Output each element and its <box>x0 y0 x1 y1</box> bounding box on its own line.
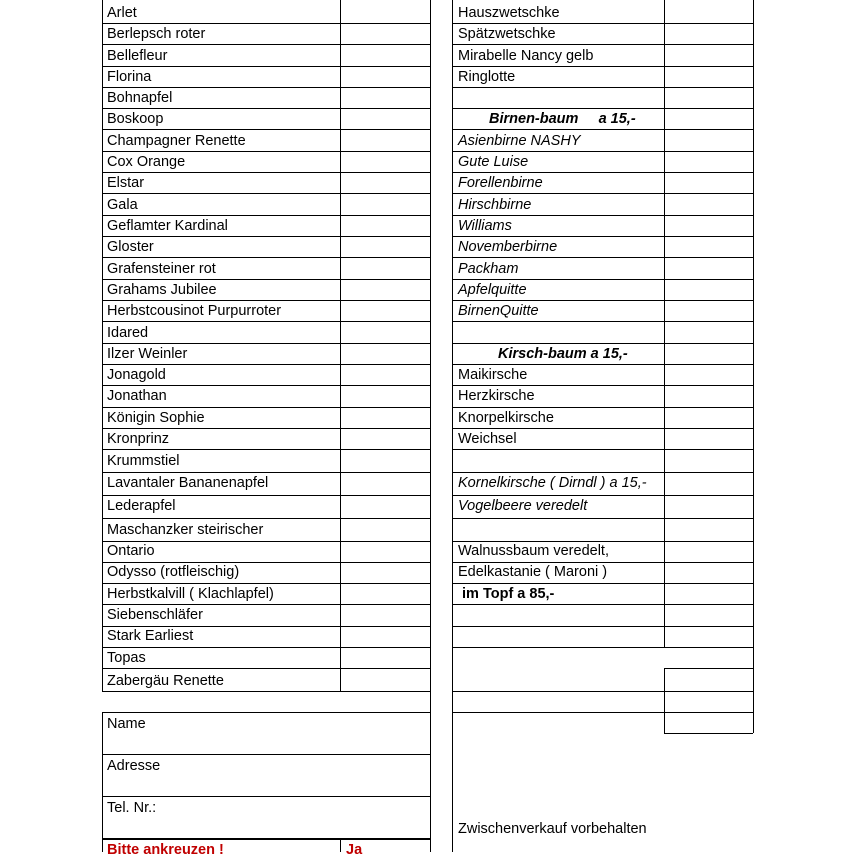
apple-variety: Ilzer Weinler <box>107 346 188 362</box>
tick-cell[interactable] <box>665 408 752 428</box>
cherry-variety: Knorpelkirsche <box>458 410 554 426</box>
tick-cell[interactable] <box>341 408 429 428</box>
cornel-cherry: Kornelkirsche ( Dirndl ) a 15,- <box>458 475 647 491</box>
apple-variety: Elstar <box>107 175 145 191</box>
tick-cell[interactable] <box>341 301 429 321</box>
tree-table-mid-border-lower <box>664 668 665 733</box>
plum-variety: Ringlotte <box>458 69 516 85</box>
row-line <box>664 668 753 669</box>
tick-cell[interactable] <box>341 627 429 647</box>
rowan: Vogelbeere veredelt <box>458 498 588 514</box>
cherry-variety: Weichsel <box>458 431 517 447</box>
apple-variety: Topas <box>107 650 146 666</box>
cherry-heading: Kirsch-baum a 15,- <box>498 346 628 362</box>
tick-cell[interactable] <box>665 258 752 279</box>
row-line <box>452 583 753 584</box>
tick-cell[interactable] <box>341 429 429 449</box>
row-line <box>452 626 753 627</box>
tick-cell[interactable] <box>341 563 429 583</box>
tick-cell[interactable] <box>341 605 429 626</box>
apple-variety: Herbstcousinot Purpurroter <box>107 303 282 319</box>
tick-cell[interactable] <box>341 584 429 604</box>
cherry-variety: Herzkirsche <box>458 388 535 404</box>
pear-variety: Apfelquitte <box>458 282 527 298</box>
name-field[interactable] <box>103 733 429 753</box>
apple-variety: Krummstiel <box>107 453 180 469</box>
tick-cell[interactable] <box>341 258 429 279</box>
tick-cell[interactable] <box>341 88 429 108</box>
pear-variety: Packham <box>458 261 519 277</box>
row-line <box>452 87 753 88</box>
apple-variety: Ontario <box>107 543 155 559</box>
address-label: Adresse <box>107 758 161 774</box>
apple-variety: Maschanzker steirischer <box>107 522 264 538</box>
pear-heading: Birnen-baum a 15,- <box>489 111 636 127</box>
tick-cell[interactable] <box>665 365 752 385</box>
row-line <box>452 518 753 519</box>
tick-cell[interactable] <box>665 496 752 518</box>
row-line <box>452 108 753 109</box>
apple-variety: Königin Sophie <box>107 410 205 426</box>
tick-cell[interactable] <box>665 173 752 193</box>
pear-variety: Gute Luise <box>458 154 529 170</box>
apple-variety: Bellefleur <box>107 48 168 64</box>
apple-variety: Grahams Jubilee <box>107 282 217 298</box>
row-line <box>452 449 753 450</box>
chestnut: Edelkastanie ( Maroni ) <box>458 564 608 580</box>
row-line <box>452 712 753 713</box>
tick-cell[interactable] <box>341 280 429 300</box>
apple-variety: Siebenschläfer <box>107 607 203 623</box>
pear-variety: Hirschbirne <box>458 197 532 213</box>
tick-cell[interactable] <box>341 648 429 668</box>
pot-price: im Topf a 85,- <box>462 586 555 602</box>
tick-cell[interactable] <box>341 173 429 193</box>
tick-cell[interactable] <box>341 152 429 172</box>
contact-line <box>102 754 430 755</box>
apple-variety: Jonagold <box>107 367 166 383</box>
apple-variety: Lavantaler Bananenapfel <box>107 475 269 491</box>
contact-line <box>102 796 430 797</box>
address-field[interactable] <box>103 775 429 795</box>
apple-variety: Lederapfel <box>107 498 176 514</box>
tick-cell[interactable] <box>665 429 752 449</box>
row-line <box>452 604 753 605</box>
tick-cell[interactable] <box>341 386 429 407</box>
plum-variety: Spätzwetschke <box>458 26 556 42</box>
row-line <box>452 691 753 692</box>
apple-variety: Bohnapfel <box>107 90 173 106</box>
apple-variety: Kronprinz <box>107 431 170 447</box>
tree-table-right-border <box>753 0 754 733</box>
apple-variety: Gloster <box>107 239 154 255</box>
tick-cell[interactable] <box>665 24 752 44</box>
tick-cell[interactable] <box>665 386 752 407</box>
tick-cell[interactable] <box>665 473 752 495</box>
pear-variety: BirnenQuitte <box>458 303 539 319</box>
apple-variety: Boskoop <box>107 111 164 127</box>
apple-variety: Idared <box>107 325 149 341</box>
tick-cell[interactable] <box>665 280 752 300</box>
tick-cell[interactable] <box>341 194 429 215</box>
tick-cell[interactable] <box>341 473 429 495</box>
tick-cell[interactable] <box>341 496 429 518</box>
tick-cell[interactable] <box>665 301 752 321</box>
phone-label: Tel. Nr.: <box>107 800 157 816</box>
contact-mid-border <box>340 839 341 852</box>
tick-cell[interactable] <box>341 322 429 343</box>
row-line <box>452 321 753 322</box>
apple-variety: Jonathan <box>107 388 167 404</box>
apple-table-right-border <box>430 0 431 712</box>
apple-table-left-border <box>102 0 103 691</box>
pear-variety: Williams <box>458 218 512 234</box>
tick-cell[interactable] <box>341 237 429 257</box>
apple-variety: Arlet <box>107 5 137 21</box>
contact-right-border <box>430 712 431 852</box>
tick-cell[interactable] <box>341 109 429 129</box>
apple-variety: Zabergäu Renette <box>107 673 224 689</box>
tick-cell[interactable] <box>341 450 429 472</box>
apple-variety: Berlepsch roter <box>107 26 206 42</box>
apple-variety: Herbstkalvill ( Klachlapfel) <box>107 586 274 602</box>
tick-cell[interactable] <box>341 344 429 364</box>
apple-variety: Florina <box>107 69 152 85</box>
tick-cell[interactable] <box>341 24 429 44</box>
apple-variety: Odysso (rotfleischig) <box>107 564 240 580</box>
tick-cell[interactable] <box>341 542 429 562</box>
tick-cell[interactable] <box>665 563 752 583</box>
contact-line <box>102 838 430 840</box>
pear-variety: Novemberbirne <box>458 239 558 255</box>
pear-variety: Asienbirne NASHY <box>458 133 581 149</box>
tick-cell[interactable] <box>665 216 752 236</box>
apple-variety: Cox Orange <box>107 154 186 170</box>
yes-label: Ja <box>346 842 363 858</box>
row-line <box>664 733 753 734</box>
row-line <box>452 343 753 344</box>
phone-field[interactable] <box>103 817 429 837</box>
apple-variety: Geflamter Kardinal <box>107 218 228 234</box>
tick-cell[interactable] <box>341 45 429 66</box>
tree-table-left-border <box>452 0 453 852</box>
apple-variety: Stark Earliest <box>107 628 194 644</box>
walnut: Walnussbaum veredelt, <box>458 543 609 559</box>
tick-cell[interactable] <box>665 67 752 87</box>
tick-cell[interactable] <box>665 130 752 151</box>
apple-variety: Grafensteiner rot <box>107 261 216 277</box>
tick-cell[interactable] <box>665 194 752 215</box>
tick-cell[interactable] <box>341 67 429 87</box>
tick-cell[interactable] <box>341 519 429 541</box>
plum-variety: Hauszwetschke <box>458 5 560 21</box>
tick-instruction: Bitte ankreuzen ! <box>107 842 224 858</box>
apple-variety: Champagner Renette <box>107 133 246 149</box>
tick-cell[interactable] <box>665 0 752 23</box>
tick-cell[interactable] <box>665 152 752 172</box>
pear-variety: Forellenbirne <box>458 175 543 191</box>
apple-variety: Gala <box>107 197 138 213</box>
sale-note: Zwischenverkauf vorbehalten <box>458 821 647 837</box>
tick-cell[interactable] <box>341 130 429 151</box>
row-line <box>102 691 430 692</box>
tick-cell[interactable] <box>665 45 752 66</box>
tick-cell[interactable] <box>665 237 752 257</box>
row-line <box>452 647 753 648</box>
tick-cell[interactable] <box>341 365 429 385</box>
plum-variety: Mirabelle Nancy gelb <box>458 48 594 64</box>
cherry-variety: Maikirsche <box>458 367 528 383</box>
contact-top-line <box>102 712 430 713</box>
tick-cell[interactable] <box>341 669 429 691</box>
name-label: Name <box>107 716 146 732</box>
tick-cell[interactable] <box>665 542 752 562</box>
tick-cell[interactable] <box>341 0 429 23</box>
tick-cell[interactable] <box>341 216 429 236</box>
